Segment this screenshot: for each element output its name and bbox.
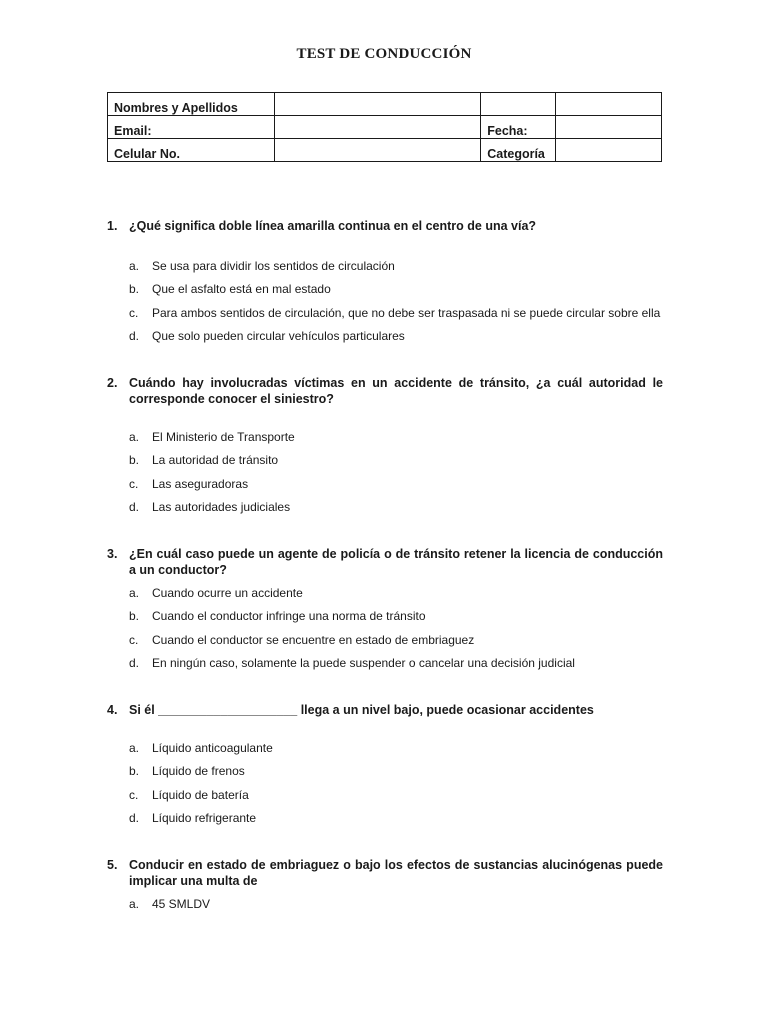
label-celular: Celular No. <box>108 139 275 162</box>
option-text: Líquido de batería <box>152 787 249 802</box>
option-text: Para ambos sentidos de circulación, que no debe ser traspasada ni se puede circular sobre ella <box>152 305 661 320</box>
question-5 <box>107 857 663 889</box>
question-number: 3. <box>107 547 118 561</box>
option-text: Cuando ocurre un accidente <box>152 585 303 600</box>
option-text: Cuando el conductor infringe una norma de tránsito <box>152 609 426 624</box>
question-text: ¿Qué significa doble línea amarilla continua en el centro de una vía? <box>129 219 537 233</box>
option-letter: c. <box>129 632 139 647</box>
option-text: En ningún caso, solamente la puede suspender o cancelar una decisión judicial <box>152 656 575 671</box>
option-letter: a. <box>129 258 140 273</box>
option-text: Se usa para dividir los sentidos de circulación <box>152 258 395 273</box>
question-text: Si él ____________________ llega a un nivel bajo, puede ocasionar accidentes <box>129 703 594 717</box>
question-3 <box>107 546 663 578</box>
option-4c[interactable] <box>129 783 273 807</box>
option-letter: d. <box>129 329 140 344</box>
option-text: Cuando el conductor se encuentre en estado de embriaguez <box>152 632 475 647</box>
options-5 <box>129 892 210 916</box>
option-1b[interactable] <box>129 278 660 302</box>
form-row-name <box>108 93 662 116</box>
field-email[interactable] <box>274 116 481 139</box>
option-text: Líquido de frenos <box>152 764 245 779</box>
label-blank <box>481 93 556 116</box>
question-number: 5. <box>107 858 118 872</box>
option-letter: b. <box>129 764 140 779</box>
question-1 <box>107 218 663 234</box>
option-2b[interactable] <box>129 449 295 473</box>
option-letter: b. <box>129 282 140 297</box>
option-text: La autoridad de tránsito <box>152 453 279 468</box>
options-1 <box>129 254 660 348</box>
field-categoria[interactable] <box>556 139 662 162</box>
option-3b[interactable] <box>129 605 575 629</box>
label-categoria: Categoría <box>481 139 556 162</box>
option-4a[interactable] <box>129 736 273 760</box>
info-form-table <box>107 92 662 162</box>
option-letter: b. <box>129 453 140 468</box>
option-3d[interactable] <box>129 652 575 676</box>
question-4 <box>107 702 663 718</box>
option-text: El Ministerio de Transporte <box>152 429 295 444</box>
field-blank[interactable] <box>556 93 662 116</box>
option-letter: a. <box>129 740 140 755</box>
question-text: ¿En cuál caso puede un agente de policía o de tránsito retener la licencia de conducción a un conductor? <box>129 547 663 577</box>
label-email: Email: <box>108 116 275 139</box>
label-fecha: Fecha: <box>481 116 556 139</box>
option-letter: b. <box>129 609 140 624</box>
option-letter: a. <box>129 896 140 911</box>
option-3c[interactable] <box>129 628 575 652</box>
question-number: 4. <box>107 703 118 717</box>
question-text: Conducir en estado de embriaguez o bajo los efectos de sustancias alucinógenas puede implicar una multa de <box>129 858 663 888</box>
option-2a[interactable] <box>129 425 295 449</box>
question-number: 1. <box>107 219 118 233</box>
option-letter: d. <box>129 656 140 671</box>
form-row-email <box>108 116 662 139</box>
options-2 <box>129 425 295 519</box>
field-fecha[interactable] <box>556 116 662 139</box>
option-letter: c. <box>129 787 139 802</box>
form-row-celular <box>108 139 662 162</box>
option-1a[interactable] <box>129 254 660 278</box>
option-4b[interactable] <box>129 760 273 784</box>
option-1d[interactable] <box>129 325 660 349</box>
option-text: 45 SMLDV <box>152 896 211 911</box>
option-letter: d. <box>129 811 140 826</box>
option-letter: c. <box>129 305 139 320</box>
option-4d[interactable] <box>129 807 273 831</box>
option-letter: a. <box>129 585 140 600</box>
option-text: Las aseguradoras <box>152 476 249 491</box>
options-3 <box>129 581 575 675</box>
question-text: Cuándo hay involucradas víctimas en un accidente de tránsito, ¿a cuál autoridad le corresponde conocer el siniestro? <box>129 376 663 406</box>
option-letter: c. <box>129 476 139 491</box>
option-text: Que el asfalto está en mal estado <box>152 282 331 297</box>
question-number: 2. <box>107 376 118 390</box>
field-nombres[interactable] <box>274 93 481 116</box>
option-letter: a. <box>129 429 140 444</box>
option-3a[interactable] <box>129 581 575 605</box>
label-nombres: Nombres y Apellidos <box>108 93 275 116</box>
option-text: Líquido anticoagulante <box>152 740 273 755</box>
option-text: Que solo pueden circular vehículos particulares <box>152 329 405 344</box>
options-4 <box>129 736 273 830</box>
option-text: Líquido refrigerante <box>152 811 257 826</box>
option-text: Las autoridades judiciales <box>152 500 291 515</box>
page-title: TEST DE CONDUCCIÓN <box>296 46 472 62</box>
option-1c[interactable] <box>129 301 660 325</box>
option-letter: d. <box>129 500 140 515</box>
option-2d[interactable] <box>129 496 295 520</box>
field-celular[interactable] <box>274 139 481 162</box>
question-2 <box>107 375 663 407</box>
option-5a[interactable] <box>129 892 210 916</box>
option-2c[interactable] <box>129 472 295 496</box>
